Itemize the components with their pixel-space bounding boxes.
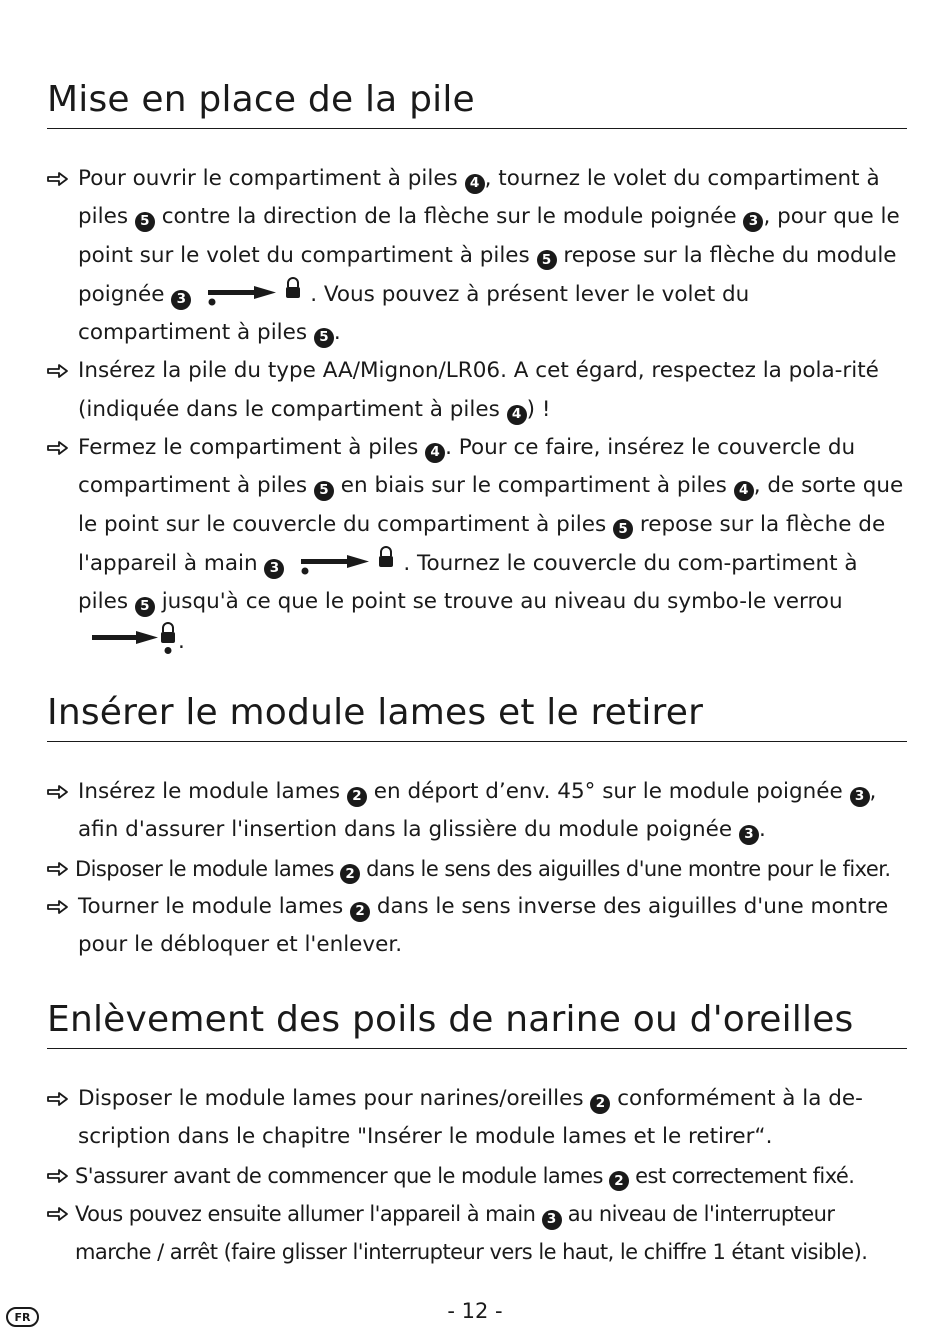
instruction-text: , tournez le volet du compartiment à piles [78, 166, 880, 230]
part-number-badge: 5 [314, 481, 334, 501]
instruction-item [47, 888, 907, 965]
instruction-text: Vous pouvez ensuite allumer l'appareil à main [75, 1201, 542, 1226]
instruction-text: . [758, 817, 766, 843]
part-number-badge: 2 [609, 1171, 629, 1191]
instruction-text: Insérez la pile du type AA/Mignon/LR06. A cet égard, respectez la pola-rité (indiquée dans le compartiment à piles [78, 358, 879, 422]
instruction-text: dans le sens des aiguilles d'une montre pour le fixer. [360, 856, 891, 881]
instruction-text: . Pour ce faire, insérez le couvercle du compartiment à piles [78, 435, 856, 499]
bullet-arrow-icon [47, 1167, 69, 1185]
instruction-text: , pour que le point sur le volet du compartiment à piles [78, 204, 900, 268]
instruction-list [47, 160, 907, 661]
bullet-arrow-icon [47, 439, 69, 457]
part-number-badge: 3 [743, 212, 763, 232]
part-number-badge: 5 [314, 328, 334, 348]
instruction-text: . [178, 628, 185, 654]
part-number-badge: 3 [850, 787, 870, 807]
instruction-text: Disposer le module lames pour narines/oreilles [78, 1086, 591, 1111]
instruction-item [47, 1195, 907, 1272]
instruction-text: en biais sur le compartiment à piles [333, 473, 734, 499]
instruction-item [47, 1157, 907, 1195]
instruction-text: Disposer le module lames [75, 856, 341, 881]
instruction-text: en déport d’env. 45° sur le module poignée [366, 779, 850, 804]
section-blade-module [47, 691, 907, 964]
part-number-badge: 4 [734, 481, 754, 501]
instruction-text: Pour ouvrir le compartiment à piles [78, 166, 465, 191]
part-number-badge: 3 [739, 825, 759, 845]
instruction-item [47, 352, 907, 429]
instruction-item [47, 429, 907, 661]
part-number-badge: 5 [613, 519, 633, 539]
part-number-badge: 2 [340, 864, 360, 884]
instruction-text: , afin d'assurer l'insertion dans la glissière du module poignée [78, 779, 877, 843]
instruction-text: repose sur la flèche du module poignée [78, 242, 897, 307]
instruction-text: repose sur la flèche de l'appareil à main [78, 511, 886, 576]
instruction-text: est correctement fixé. [628, 1163, 855, 1188]
section-title: Enlèvement des poils de narine ou d'oreilles [47, 998, 907, 1049]
instruction-text: au niveau de l'interrupteur marche / arrêt (faire glisser l'interrupteur vers le haut, le chiffre 1 étant visible). [75, 1201, 868, 1265]
dot-arrow-lock-icon [291, 544, 403, 576]
instruction-item [47, 160, 907, 352]
lock-symbol-icon [78, 622, 178, 654]
language-badge: FR [6, 1307, 39, 1327]
instruction-text: Insérez le module lames [78, 779, 347, 804]
part-number-badge: 4 [507, 405, 527, 425]
instruction-text: S'assurer avant de commencer que le module lames [75, 1163, 609, 1188]
part-number-badge: 3 [171, 290, 191, 310]
instruction-text: . Vous pouvez à présent lever le volet du compartiment à piles [78, 281, 750, 346]
page-number: - 12 - [447, 1299, 503, 1323]
instruction-text: . Tournez le couvercle du com-partiment à piles [78, 550, 858, 615]
part-number-badge: 5 [135, 212, 155, 232]
section-title: Insérer le module lames et le retirer [47, 691, 907, 742]
part-number-badge: 4 [465, 174, 485, 194]
part-number-badge: 4 [425, 443, 445, 463]
bullet-arrow-icon [47, 362, 69, 380]
bullet-arrow-icon [47, 170, 69, 188]
part-number-badge: 5 [537, 250, 557, 270]
bullet-arrow-icon [47, 783, 69, 801]
bullet-arrow-icon [47, 1090, 69, 1108]
instruction-text: conformément à la de-scription dans le chapitre "Insérer le module lames et le retirer“. [78, 1086, 863, 1150]
instruction-text: dans le sens inverse des aiguilles d'une montre pour le débloquer et l'enlever. [78, 893, 889, 958]
part-number-badge: 2 [350, 902, 370, 922]
instruction-list [47, 1080, 907, 1271]
instruction-text [191, 282, 198, 307]
part-number-badge: 3 [264, 559, 284, 579]
instruction-text [284, 551, 291, 576]
instruction-item [47, 1080, 907, 1157]
instruction-text: . [333, 320, 341, 346]
instruction-text: contre la direction de la flèche sur le module poignée [154, 204, 744, 230]
instruction-item [47, 773, 907, 850]
part-number-badge: 5 [135, 597, 155, 617]
part-number-badge: 3 [542, 1210, 562, 1230]
instruction-text: ) ! [526, 396, 551, 422]
bullet-arrow-icon [47, 898, 69, 916]
section-battery [47, 78, 907, 661]
part-number-badge: 2 [347, 787, 367, 807]
dot-arrow-lock-icon [198, 275, 310, 307]
instruction-text: Tourner le module lames [78, 893, 351, 919]
instruction-text: Fermez le compartiment à piles [78, 435, 426, 461]
part-number-badge: 2 [590, 1094, 610, 1114]
section-title: Mise en place de la pile [47, 78, 907, 129]
instruction-text: jusqu'à ce que le point se trouve au niveau du symbo-le verrou [154, 589, 843, 615]
section-hair-removal [47, 998, 907, 1271]
instruction-text: , de sorte que le point sur le couvercle du compartiment à piles [78, 473, 904, 537]
instruction-list [47, 773, 907, 964]
bullet-arrow-icon [47, 1205, 69, 1223]
instruction-item [47, 850, 907, 888]
bullet-arrow-icon [47, 860, 69, 878]
